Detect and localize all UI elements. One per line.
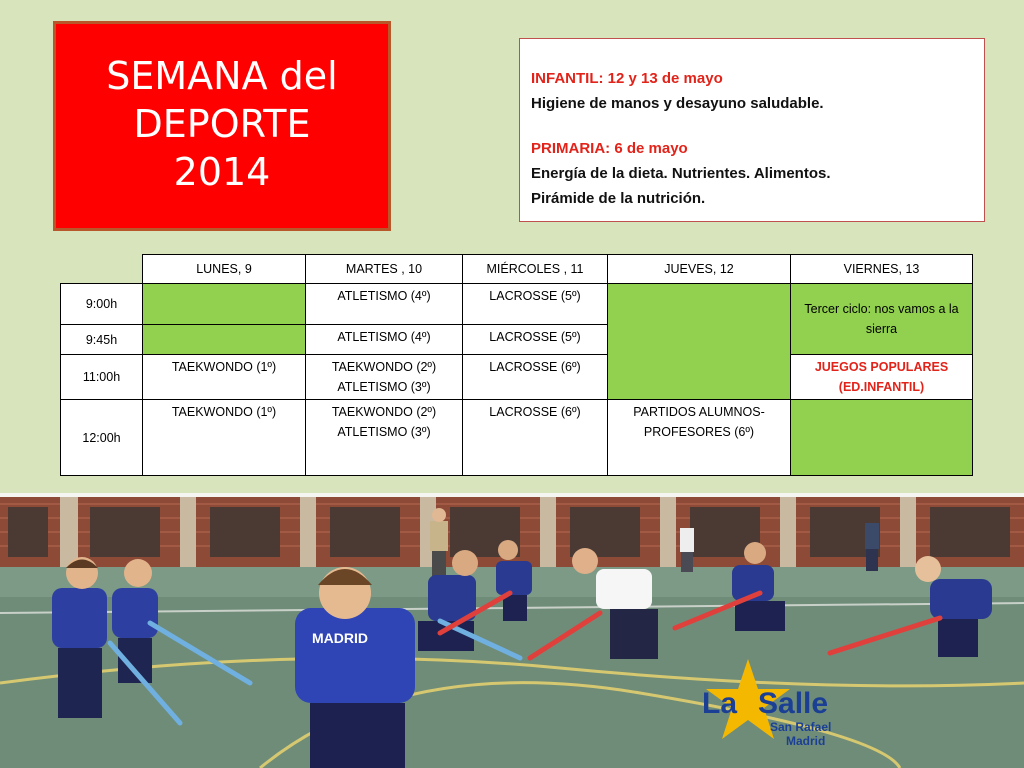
infantil-text: Higiene de manos y desayuno saludable.: [531, 95, 824, 112]
cell-martes-1200-a: TAEKWONDO (2º): [331, 405, 437, 419]
time-0900: 9:00h: [61, 284, 143, 325]
header-viernes: VIERNES, 13: [791, 255, 973, 284]
cell-jueves-1200: [608, 400, 791, 476]
logo-sub-2: Madrid: [786, 734, 826, 748]
header-martes: MARTES , 10: [306, 255, 463, 284]
cell-miercoles-0900: LACROSSE (5º): [463, 284, 608, 325]
cell-viernes-juegos-b: (ED.INFANTIL): [838, 380, 925, 394]
info-box: [519, 38, 985, 222]
cell-lunes-1200: TAEKWONDO (1º): [143, 400, 306, 476]
logo-brand-salle: Salle: [758, 687, 829, 720]
event-title-line1: SEMANA del: [106, 54, 338, 98]
cell-viernes-1200: [791, 400, 973, 476]
cell-miercoles-1200: LACROSSE (6º): [463, 400, 608, 476]
cell-jueves-1200-b: PROFESORES (6º): [643, 425, 755, 439]
header-lunes: LUNES, 9: [143, 255, 306, 284]
schoolyard-hockey-photo: [0, 493, 1024, 768]
cell-lunes-0945: [143, 325, 306, 355]
header-jueves: JUEVES, 12: [608, 255, 791, 284]
cell-martes-1200-b: ATLETISMO (3º): [337, 425, 431, 439]
cell-viernes-sierra: Tercer ciclo: nos vamos a la sierra: [791, 284, 973, 355]
cell-viernes-juegos-a: JUEGOS POPULARES: [814, 360, 949, 374]
cell-martes-1200: [306, 400, 463, 476]
time-1100: 11:00h: [61, 355, 143, 400]
infantil-heading: INFANTIL: 12 y 13 de mayo: [531, 70, 723, 87]
la-salle-logo: [700, 655, 850, 755]
time-0945: 9:45h: [61, 325, 143, 355]
corner-cell: [61, 255, 143, 284]
cell-lunes-0900: [143, 284, 306, 325]
header-miercoles: MIÉRCOLES , 11: [463, 255, 608, 284]
time-1200: 12:00h: [61, 400, 143, 476]
primaria-heading: PRIMARIA: 6 de mayo: [531, 140, 688, 157]
cell-jueves-1200-a: PARTIDOS ALUMNOS-: [633, 405, 765, 419]
primaria-text-1: Energía de la dieta. Nutrientes. Alimentos.: [531, 165, 831, 182]
cell-martes-1100: [306, 355, 463, 400]
cell-martes-1100-b: ATLETISMO (3º): [337, 380, 431, 394]
cell-jueves-0900-1100: [608, 284, 791, 400]
schedule-table: [60, 254, 973, 476]
cell-lunes-1100: TAEKWONDO (1º): [143, 355, 306, 400]
cell-martes-0945: ATLETISMO (4º): [306, 325, 463, 355]
cell-martes-1100-a: TAEKWONDO (2º): [331, 360, 437, 374]
jersey-text: MADRID: [312, 630, 368, 646]
event-title-box: [53, 21, 391, 231]
logo-brand-la: La: [702, 687, 738, 720]
cell-viernes-juegos: [791, 355, 973, 400]
cell-martes-0900: ATLETISMO (4º): [306, 284, 463, 325]
cell-miercoles-0945: LACROSSE (5º): [463, 325, 608, 355]
event-title-line2: DEPORTE: [133, 102, 311, 146]
event-title-year: 2014: [173, 150, 271, 194]
logo-sub-1: San Rafael: [770, 720, 832, 734]
cell-miercoles-1100: LACROSSE (6º): [463, 355, 608, 400]
primaria-text-2: Pirámide de la nutrición.: [531, 190, 706, 207]
